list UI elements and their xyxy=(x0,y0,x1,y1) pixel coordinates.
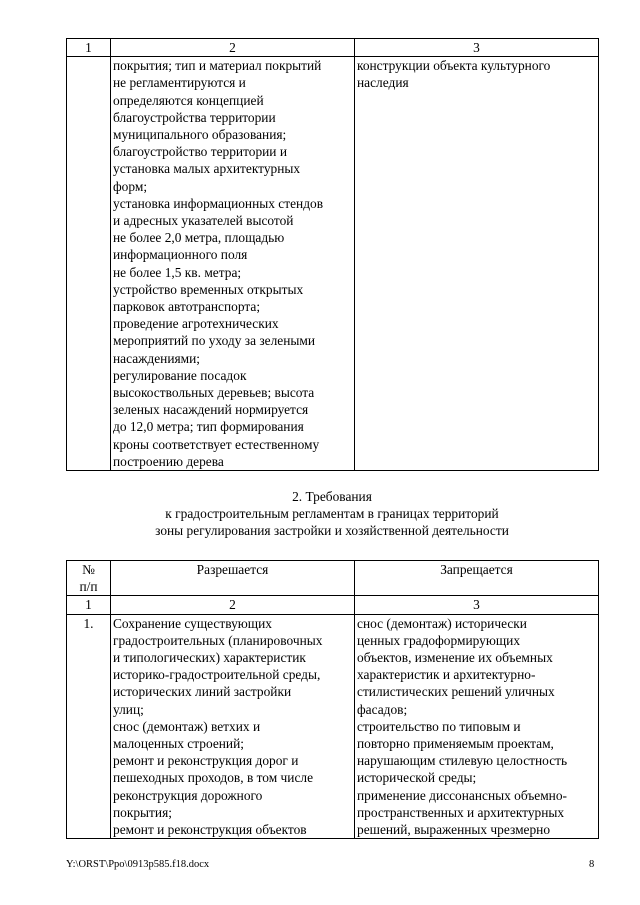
text-line: построению дерева xyxy=(113,453,224,469)
text-line: не регламентируются и xyxy=(113,75,246,91)
column-number-3: 3 xyxy=(355,596,599,614)
text-line: строительство по типовым и xyxy=(357,718,521,734)
text-line: к градостроительным регламентам в границах территорий xyxy=(165,506,499,522)
text-line: нарушающим стилевую целостность xyxy=(357,753,568,769)
text-line: высокоствольных деревьев; высота xyxy=(113,385,315,401)
permitted-text-cell xyxy=(111,614,355,839)
text-line: определяются концепцией xyxy=(113,92,264,108)
text-line: насаждениями; xyxy=(113,350,201,366)
text-line: до 12,0 метра; тип формирования xyxy=(113,419,304,435)
column-number-1: 1 xyxy=(67,39,111,57)
text-line: снос (демонтаж) исторически xyxy=(357,615,527,631)
prohibited-column-header: Запрещается xyxy=(355,561,599,596)
text-line: устройство временных открытых xyxy=(113,281,304,297)
text-line: 2. Требования xyxy=(292,489,372,504)
text-line: историко-градостроительной среды, xyxy=(113,667,321,683)
text-line: кроны соответствует естественному xyxy=(113,436,320,452)
text-line: градостроительных (планировочных xyxy=(113,632,323,648)
column-number-2: 2 xyxy=(111,596,355,614)
text-line: № xyxy=(82,562,95,577)
permitted-column-header: Разрешается xyxy=(111,561,355,596)
row-number: 1. xyxy=(67,614,111,839)
text-line: повторно применяемым проектам, xyxy=(357,736,554,752)
text-line: конструкции объекта культурного xyxy=(357,58,551,74)
column-number-row xyxy=(67,39,599,57)
text-line: зоны регулирования застройки и хозяйственной деятельности xyxy=(155,523,509,539)
column-number-3: 3 xyxy=(355,39,599,57)
text-line: благоустройство территории и xyxy=(113,144,287,160)
text-line: покрытия; тип и материал покрытий xyxy=(113,58,322,74)
text-line: пешеходных проходов, в том числе xyxy=(113,770,314,786)
text-line: ремонт и реконструкция дорог и xyxy=(113,753,299,769)
text-line: покрытия; xyxy=(113,804,172,820)
text-line: п/п xyxy=(79,579,98,595)
text-line: проведение агротехнических xyxy=(113,316,279,332)
table-header-row xyxy=(67,561,599,596)
table-row xyxy=(67,614,599,839)
text-line: исторических линий застройки xyxy=(113,684,292,700)
text-line: пространственных и архитектурных xyxy=(357,804,565,820)
text-line: не более 2,0 метра, площадью xyxy=(113,230,285,246)
text-line: исторической среды; xyxy=(357,770,477,786)
text-line: наследия xyxy=(357,75,409,91)
text-line: ремонт и реконструкция объектов xyxy=(113,822,307,838)
text-line: установка информационных стендов xyxy=(113,195,324,211)
text-line: объектов, изменение их объемных xyxy=(357,650,553,666)
footer-file-path: Y:\ORST\Ppo\0913p585.f18.docx xyxy=(66,859,210,870)
text-line: фасадов; xyxy=(357,701,408,717)
text-line: форм; xyxy=(113,178,148,194)
text-line: и адресных указателей высотой xyxy=(113,213,294,229)
text-line: информационного поля xyxy=(113,247,248,263)
text-line: муниципального образования; xyxy=(113,127,287,143)
column-number-2: 2 xyxy=(111,39,355,57)
text-line: характеристик и архитектурно- xyxy=(357,667,536,683)
text-line: малоценных строений; xyxy=(113,736,244,752)
number-column-header xyxy=(67,561,111,596)
text-line: не более 1,5 кв. метра; xyxy=(113,264,242,280)
empty-number-cell xyxy=(67,57,111,471)
table-row xyxy=(67,57,599,471)
permitted-text-cell xyxy=(111,57,355,471)
text-line: снос (демонтаж) ветхих и xyxy=(113,718,261,734)
requirements-table xyxy=(66,560,599,839)
text-line: парковок автотранспорта; xyxy=(113,299,261,315)
text-line: улиц; xyxy=(113,701,144,717)
prohibited-text-cell xyxy=(355,57,599,471)
page-number: 8 xyxy=(589,859,595,870)
column-number-row xyxy=(67,596,599,614)
text-line: реконструкция дорожного xyxy=(113,787,263,803)
text-line: зеленых насаждений нормируется xyxy=(113,402,309,418)
text-line: ценных градоформирующих xyxy=(357,632,521,648)
text-line: решений, выраженных чрезмерно xyxy=(357,822,551,838)
text-line: стилистических решений уличных xyxy=(357,684,555,700)
text-line: Сохранение существующих xyxy=(113,615,272,631)
continuation-table xyxy=(66,38,599,471)
section-heading xyxy=(66,488,598,540)
text-line: регулирование посадок xyxy=(113,367,247,383)
text-line: установка малых архитектурных xyxy=(113,161,301,177)
text-line: применение диссонансных объемно- xyxy=(357,787,567,803)
text-line: и типологических) характеристик xyxy=(113,650,306,666)
text-line: благоустройства территории xyxy=(113,109,276,125)
prohibited-text-cell xyxy=(355,614,599,839)
column-number-1: 1 xyxy=(67,596,111,614)
text-line: мероприятий по уходу за зелеными xyxy=(113,333,316,349)
